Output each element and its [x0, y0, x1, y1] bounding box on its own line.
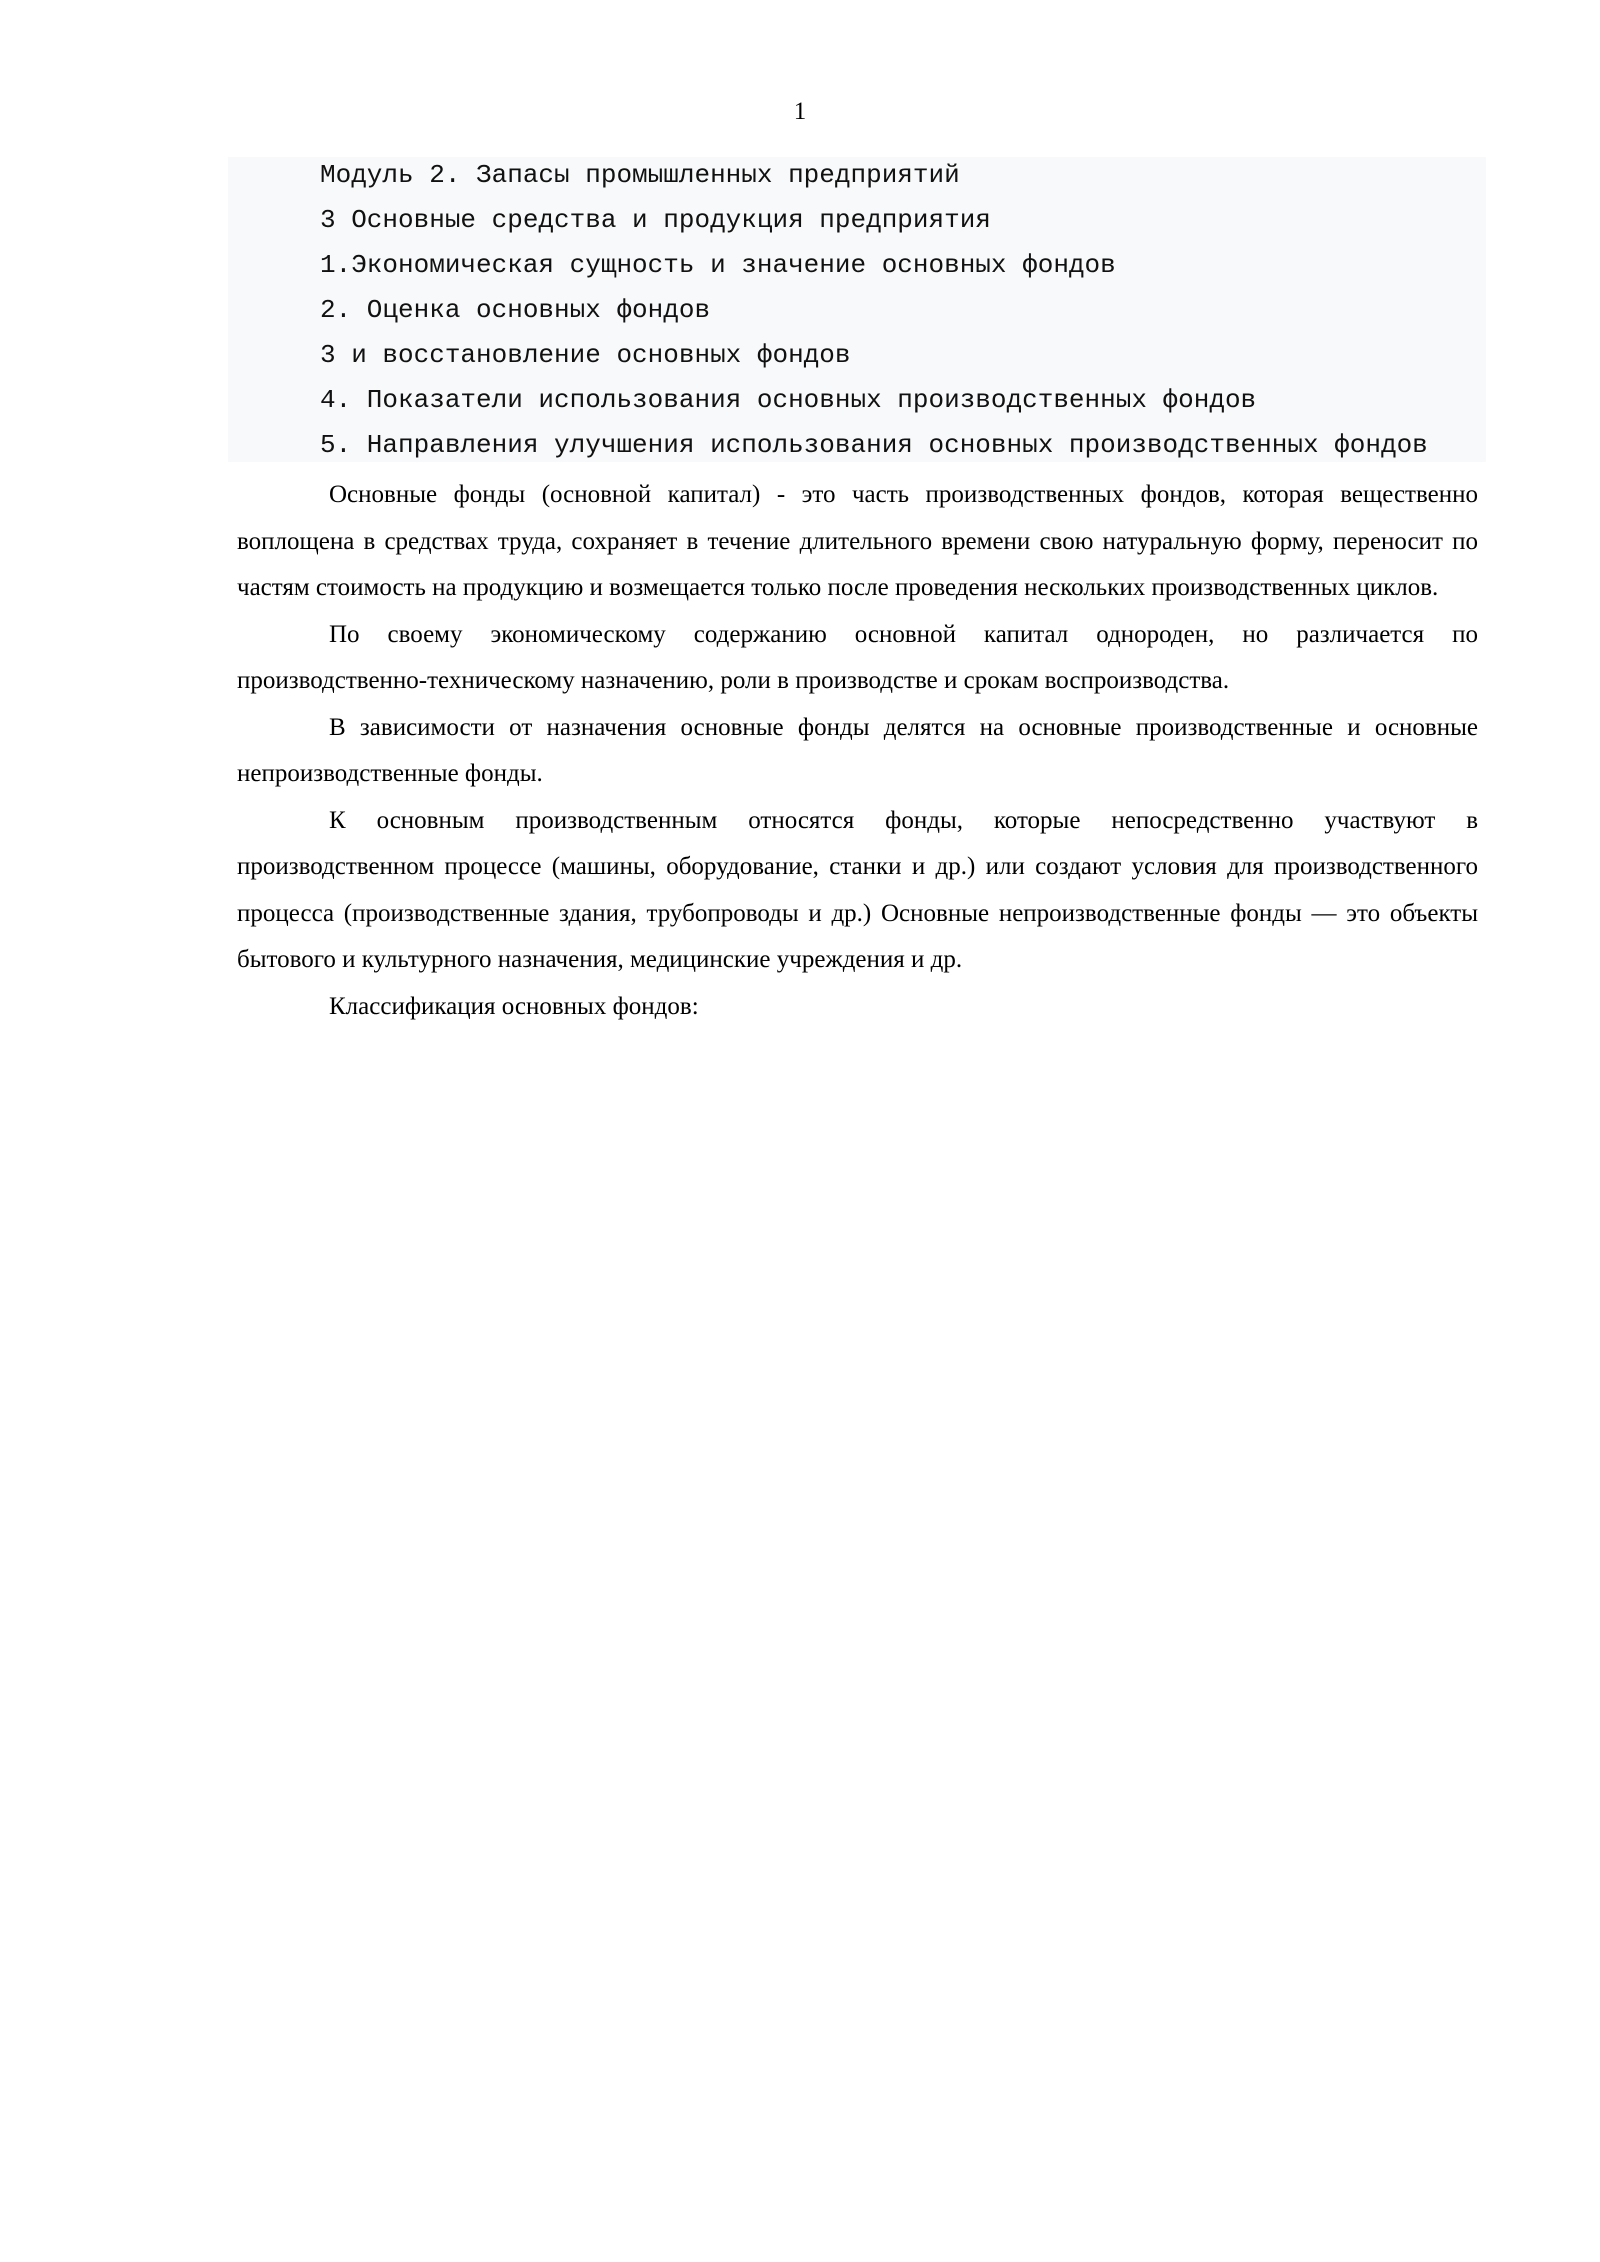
page-number: 1: [793, 98, 807, 125]
paragraph-purpose: В зависимости от назначения основные фонды делятся на основные производственные и основные непроизводственные фонды.: [237, 713, 1478, 787]
paragraph-content: По своему экономическому содержанию основной капитал однороден, но различается по производственно-техническому назначению, роли в производстве и срокам воспроизводства.: [237, 620, 1478, 694]
paragraph-production: К основным производственным относятся фонды, которые непосредственно участвуют в производственном процессе (машины, оборудование, станки и др.) или создают условия для производственного процесса (производственные здания, трубопроводы и др.) Основные непроизводственные фонды — это объекты бытового и культурного назначения, медицинские учреждения и др.: [237, 806, 1478, 973]
body-text: [237, 472, 1478, 1030]
outline-line-module: Модуль 2. Запасы промышленных предприятий: [320, 160, 960, 190]
outline-line-item-1: 1.Экономическая сущность и значение основных фондов: [320, 250, 1116, 280]
outline-line-item-4: 4. Показатели использования основных производственных фондов: [320, 385, 1257, 415]
outline-line-item-2: 2. Оценка основных фондов: [320, 295, 711, 325]
outline-line-item-3: 3 и восстановление основных фондов: [320, 340, 851, 370]
paragraph-definition: Основные фонды (основной капитал) - это часть производственных фондов, которая вещественно воплощена в средствах труда, сохраняет в течение длительного времени свою натуральную форму, переносит по частям стоимость на продукцию и возмещается только после проведения нескольких производственных циклов.: [237, 481, 1478, 601]
paragraph-classification: Классификация основных фондов:: [329, 992, 699, 1020]
outline-block: [228, 157, 1486, 462]
outline-line-section: 3 Основные средства и продукция предприятия: [320, 205, 991, 235]
outline-line-item-5: 5. Направления улучшения использования основных производственных фондов: [320, 430, 1428, 460]
